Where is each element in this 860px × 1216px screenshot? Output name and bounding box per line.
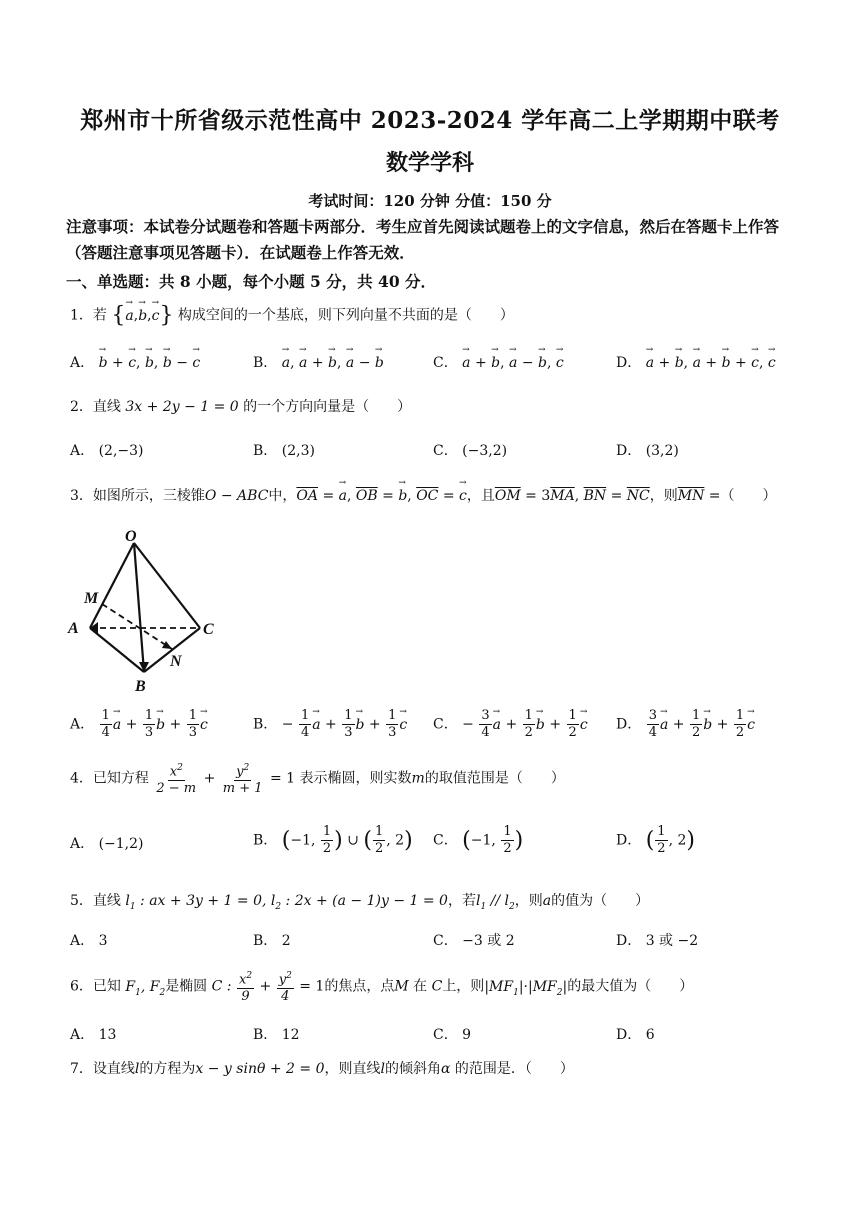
- label-B: B: [135, 678, 146, 695]
- q4-option-a: A． (−1,2): [70, 836, 144, 852]
- q1-option-b: B． → a, → a + → b, → a − → b: [253, 352, 384, 372]
- tetrahedron-figure: [62, 525, 232, 700]
- label-N: N: [170, 653, 182, 670]
- q2-option-a: A． (2,−3): [70, 443, 144, 459]
- question-7: 7．设直线l的方程为x − y sinθ + 2 = 0，则直线l的倾斜角α 的范围是．（ ）: [70, 1061, 574, 1077]
- q3-option-b: B． − $\frac{1}{4}$ → a + $\frac{1}{3}$ → b + $\frac{1}{3}$ → c: [253, 708, 407, 741]
- exam-info: 考试时间：120 分钟 分值：150 分: [308, 192, 552, 210]
- question-2: 2．直线 3x + 2y − 1 = 0 的一个方向向量是（ ）: [70, 399, 412, 415]
- question-5: 5．直线 $l_1$ : ax + 3y + 1 = 0, $l_2$ : 2x + (a − 1)y − 1 = 0，若$l_1 // l_2$，则a的值为（ ）: [70, 893, 650, 912]
- q2-option-b: B． (2,3): [253, 443, 315, 459]
- question-6: 6．已知 $F_1$, $F_2$是椭圆 C : $\frac{x^2}{9}$ + $\frac{y^2}{4}$ = 1的焦点，点M 在 C上，则$|MF_1|\cdot|MF_2|$的最大值为（ ）: [70, 968, 693, 1005]
- q5-option-a: A． 3: [70, 933, 108, 949]
- q6-option-c: C． 9: [433, 1027, 472, 1043]
- question-1: 1．若 {→ a,→ b,→ c} 构成空间的一个基底，则下列向量不共面的是（ ）: [70, 303, 514, 328]
- q3-option-d: D． $\frac{3}{4}$ → a + $\frac{1}{2}$ → b + $\frac{1}{2}$ → c: [616, 708, 755, 741]
- q1-option-c: C． → a + → b, → a − → b, → c: [433, 352, 564, 372]
- q2-option-d: D． (3,2): [616, 443, 679, 459]
- q1-option-d: D． → a + → b, → a + → b + → c, → c: [616, 352, 776, 372]
- exam-notice: 注意事项：本试卷分试题卷和答题卡两部分．考生应首先阅读试题卷上的文字信息，然后在答题卡上作答（答题注意事项见答题卡）．在试题卷上作答无效．: [66, 217, 780, 262]
- q3-option-a: A． $\frac{1}{4}$ → a + $\frac{1}{3}$ → b + $\frac{1}{3}$ → c: [70, 708, 208, 741]
- q1-option-a: A． → b + → c, → b, → b − → c: [70, 352, 200, 372]
- q5-option-b: B． 2: [253, 933, 291, 949]
- label-O: O: [125, 528, 137, 545]
- question-4: 4．已知方程 $\frac{x^2}{2 - m}$ + $\frac{y^2}{m + 1}$ = 1 表示椭圆，则实数m的取值范围是（ ）: [70, 760, 565, 797]
- q4-option-d: D． ( $\frac{1}{2}$ , 2): [616, 824, 695, 856]
- q3-option-c: C． − $\frac{3}{4}$ → a + $\frac{1}{2}$ → b + $\frac{1}{2}$ → c: [433, 708, 588, 741]
- q6-option-a: A． 13: [70, 1027, 117, 1043]
- label-M: M: [84, 590, 99, 607]
- label-A: A: [68, 620, 79, 637]
- label-C: C: [203, 621, 214, 638]
- q4-option-b: B． (−1, $\frac{1}{2}$ ) ∪ ( $\frac{1}{2}$ , 2): [253, 824, 413, 856]
- q2-option-c: C． (−3,2): [433, 443, 508, 459]
- q4-option-c: C． (−1, $\frac{1}{2}$ ): [433, 824, 524, 856]
- exam-title: 郑州市十所省级示范性高中 2023-2024 学年高二上学期期中联考: [80, 107, 780, 134]
- section-heading: 一、单选题：共 8 小题，每个小题 5 分，共 40 分．: [66, 272, 437, 291]
- q6-option-d: D． 6: [616, 1027, 655, 1043]
- question-3: 3．如图所示，三棱锥O − ABC中，$\overline{OA}$ = → a, $\overline{OB}$ = → b, $\overline{OC}$ = → c，且$\overline{OM} = 3\overline{MA}$, $\overline{BN} = \overline{NC}$，则$\overline{MN}$ =（ ）: [70, 485, 777, 505]
- q6-option-b: B． 12: [253, 1027, 300, 1043]
- exam-subject: 数学学科: [385, 150, 474, 176]
- q5-option-d: D． 3 或 −2: [616, 933, 699, 949]
- q5-option-c: C． −3 或 2: [433, 933, 515, 949]
